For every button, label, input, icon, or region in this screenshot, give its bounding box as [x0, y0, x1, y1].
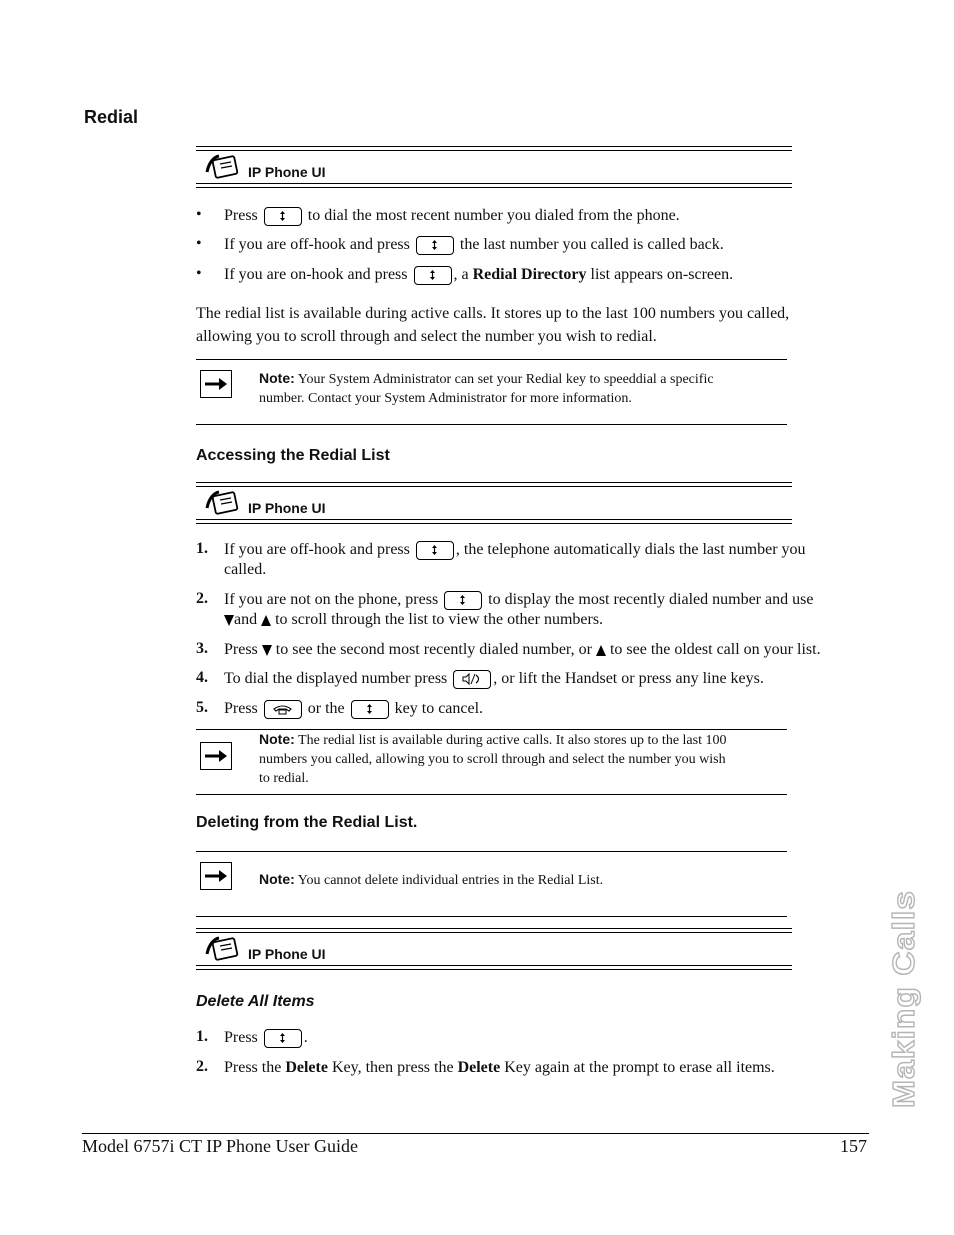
text: to scroll through the list to view the other numbers. [275, 611, 604, 628]
paragraph-line: The redial list is available during active calls. It stores up to the last 100 numbers you called, [196, 305, 790, 322]
bullet-dot: • [196, 235, 202, 252]
step-number: 2. [196, 1058, 208, 1075]
footer-rule [82, 1133, 869, 1134]
text: Press [224, 641, 258, 658]
text: Press [224, 700, 258, 717]
step-number: 1. [196, 540, 208, 557]
arrow-right-icon [200, 742, 232, 770]
phone-icon [205, 154, 239, 180]
redial-key-icon [414, 266, 452, 285]
note-line: number. Contact your System Administrator for more information. [259, 391, 632, 406]
step-number: 3. [196, 640, 208, 657]
bullet-item [224, 206, 680, 226]
text: the last number you called is called back. [459, 236, 724, 253]
subsection-title: Accessing the Redial List [196, 447, 390, 464]
step-item [224, 1058, 775, 1078]
subsection-title: Deleting from the Redial List. [196, 814, 418, 831]
ip-phone-ui-label: IP Phone UI [248, 946, 326, 962]
step-item [224, 590, 813, 630]
text: . [303, 1029, 308, 1046]
side-tab-text: Making Calls [886, 906, 921, 1108]
text: called. [224, 561, 267, 578]
step-item [224, 640, 821, 660]
bullet-item [224, 235, 724, 255]
note-box [196, 729, 787, 795]
note-line: You cannot delete individual entries in the Redial List. [297, 873, 604, 888]
phone-icon [205, 936, 239, 962]
footer-title: Model 6757i CT IP Phone User Guide [82, 1136, 358, 1156]
text: key to cancel. [394, 700, 484, 717]
step-number: 2. [196, 590, 208, 607]
text: to see the oldest call on your list. [609, 641, 821, 658]
text: If you are on-hook and press [224, 266, 408, 283]
page-number: 157 [840, 1136, 867, 1156]
note-text [259, 730, 785, 788]
down-arrow-icon [224, 615, 234, 626]
text: to see the second most recently dialed number, or [275, 641, 592, 658]
step-number: 4. [196, 669, 208, 686]
note-label: Note: [259, 871, 295, 887]
step-number: 1. [196, 1028, 208, 1045]
arrow-right-icon [200, 370, 232, 398]
redial-key-icon [264, 207, 302, 226]
subsubsection-title: Delete All Items [196, 993, 315, 1010]
text: If you are off-hook and press [224, 541, 410, 558]
redial-key-icon [416, 236, 454, 255]
note-label: Note: [259, 731, 295, 747]
text: , the telephone automatically dials the last number you [455, 541, 806, 558]
arrow-right-icon [200, 862, 232, 890]
note-box [196, 851, 787, 917]
bullet-dot: • [196, 206, 202, 223]
step-item [224, 1028, 308, 1048]
ip-phone-ui-label: IP Phone UI [248, 500, 326, 516]
ip-phone-ui-label: IP Phone UI [248, 164, 326, 180]
note-line: to redial. [259, 771, 309, 786]
paragraph-line: allowing you to scroll through and select the number you wish to redial. [196, 328, 657, 345]
intro-paragraph [196, 304, 856, 347]
redial-key-icon [351, 700, 389, 719]
handsfree-key-icon [453, 670, 491, 689]
bold-text: Redial Directory [472, 266, 587, 283]
step-item [224, 540, 806, 580]
text: list appears on-screen. [590, 266, 734, 283]
text: Press [224, 207, 258, 224]
section-title: Redial [84, 107, 139, 127]
note-text [259, 870, 785, 890]
step-item [224, 699, 483, 719]
side-tab [886, 888, 921, 1108]
up-arrow-icon [261, 615, 271, 626]
phone-icon [205, 490, 239, 516]
ip-phone-ui-box [196, 482, 792, 524]
ip-phone-ui-box [196, 146, 792, 188]
text: and [234, 611, 258, 628]
ip-phone-ui-box [196, 928, 792, 970]
redial-key-icon [416, 541, 454, 560]
text: To dial the displayed number press [224, 670, 448, 687]
bold-text: Delete [285, 1059, 328, 1076]
text: If you are not on the phone, press [224, 591, 439, 608]
text: Key, then press the [331, 1059, 454, 1076]
note-line: The redial list is available during active calls. It also stores up to the last 100 [298, 733, 727, 748]
text: Press [224, 1029, 258, 1046]
up-arrow-icon [596, 645, 606, 656]
text: , or lift the Handset or press any line keys. [493, 670, 764, 687]
text: If you are off-hook and press [224, 236, 410, 253]
bullet-item [224, 265, 733, 285]
note-line: Your System Administrator can set your Redial key to speeddial a specific [297, 372, 714, 387]
text: or the [307, 700, 345, 717]
bullet-dot: • [196, 265, 202, 282]
down-arrow-icon [262, 645, 272, 656]
redial-key-icon [444, 591, 482, 610]
note-label: Note: [259, 370, 295, 386]
step-number: 5. [196, 699, 208, 716]
note-text [259, 369, 785, 408]
text: Press the [224, 1059, 282, 1076]
bold-text: Delete [457, 1059, 501, 1076]
text: to dial the most recent number you dialed from the phone. [307, 207, 680, 224]
goodbye-key-icon [264, 700, 302, 719]
note-line: numbers you called, allowing you to scroll through and select the number you wish [259, 752, 726, 767]
text: Key again at the prompt to erase all items. [504, 1059, 775, 1076]
text: to display the most recently dialed number and use [488, 591, 814, 608]
redial-key-icon [264, 1029, 302, 1048]
text: , a [453, 266, 469, 283]
note-box [196, 359, 787, 425]
step-item [224, 669, 764, 689]
